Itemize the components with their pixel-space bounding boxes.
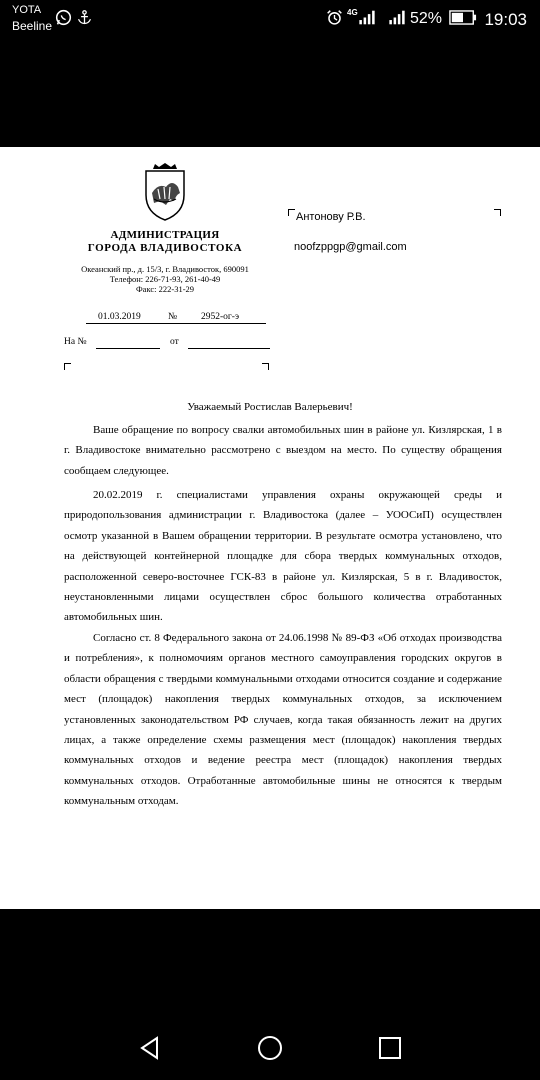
corner-mark: [494, 209, 501, 216]
doc-number: 2952-ог-э: [201, 312, 240, 322]
recipient-name: Антонову Р.В.: [296, 211, 366, 223]
org-phone: Телефон: 226-71-93, 261-40-49: [109, 274, 221, 284]
corner-mark: [64, 363, 71, 370]
status-bar: [0, 0, 540, 40]
org-name-line-2: ГОРОДА ВЛАДИВОСТОКА: [87, 242, 243, 254]
carrier-2: Beeline: [12, 19, 53, 33]
clock: 19:03: [484, 10, 527, 29]
org-name-line-1: АДМИНИСТРАЦИЯ: [110, 229, 220, 241]
battery-icon: [449, 9, 477, 26]
signal-icon: [358, 9, 376, 26]
ref-number-blank: [96, 348, 160, 349]
org-address: Океанский пр., д. 15/3, г. Владивосток, 690091: [81, 264, 249, 274]
doc-number-label: №: [168, 312, 178, 322]
doc-date: 01.03.2019: [98, 312, 141, 322]
reference-line: [64, 337, 274, 351]
network-type: 4G: [347, 8, 358, 17]
whatsapp-icon: [55, 9, 72, 26]
home-icon[interactable]: [255, 1033, 285, 1063]
org-fax: Факс: 222-31-29: [135, 284, 195, 294]
back-icon[interactable]: [135, 1033, 165, 1063]
recents-icon[interactable]: [375, 1033, 405, 1063]
paragraph-3: [64, 628, 502, 812]
city-emblem-icon: [140, 163, 190, 223]
recipient-email: noofzppgp@gmail.com: [294, 241, 407, 253]
divider: [86, 323, 266, 324]
greeting: Уважаемый Ростислав Валерьевич!: [187, 401, 353, 413]
battery-percent: 52%: [410, 10, 443, 27]
doc-date-number: [86, 312, 266, 324]
paragraph-1: [64, 420, 502, 481]
corner-mark: [262, 363, 269, 370]
ref-date-blank: [188, 348, 270, 349]
ref-label: На №: [64, 337, 87, 347]
paragraph-text: Согласно ст. 8 Федерального закона от 24.06.1998 № 89-ФЗ «Об отходах производства и потребления», к полномочиям органов местного самоуправления городских округов в области обращения с твердыми коммунальными отходами относится создание и содержание мест (площадок) накопления твердых коммунальных отходов, за исключением установленных законодательством РФ случаев, когда такая обязанность лежит на других лицах, а также определение схемы размещения мест (площадок) накопления твердых коммунальных отходов и ведение реестра мест (площадок) накопления твердых коммунальных отходов. Отработанные автомобильные шины не относятся к твердым коммунальным отходам.: [64, 632, 502, 808]
corner-mark: [288, 209, 295, 216]
document-page: [0, 147, 540, 909]
signal-icon: [388, 9, 406, 26]
paragraph-text: Ваше обращение по вопросу свалки автомобильных шин в районе ул. Кизлярская, 1 в г. Владивостоке внимательно рассмотрено с выездом на место. По существу обращения сообщаем следующее.: [64, 424, 502, 477]
paragraph-2: [64, 485, 502, 628]
anchor-icon: [76, 9, 93, 26]
alarm-icon: [326, 9, 343, 26]
carrier-1: YOTA: [12, 4, 42, 16]
ref-from-label: от: [170, 337, 179, 347]
paragraph-text: 20.02.2019 г. специалистами управления охраны окружающей среды и природопользования администрации г. Владивостока (далее – УООСиП) осуществлен осмотр указанной в Вашем обращении территории. В результате осмотра установлено, что на действующей контейнерной площадке для сбора твердых коммунальных отходов, расположенной северо-восточнее ГСК-83 в районе ул. Кизлярская, 5 в г. Владивосток, неустановленными лицами осуществлен сброс большого количества отработанных автомобильных шин.: [64, 489, 502, 624]
